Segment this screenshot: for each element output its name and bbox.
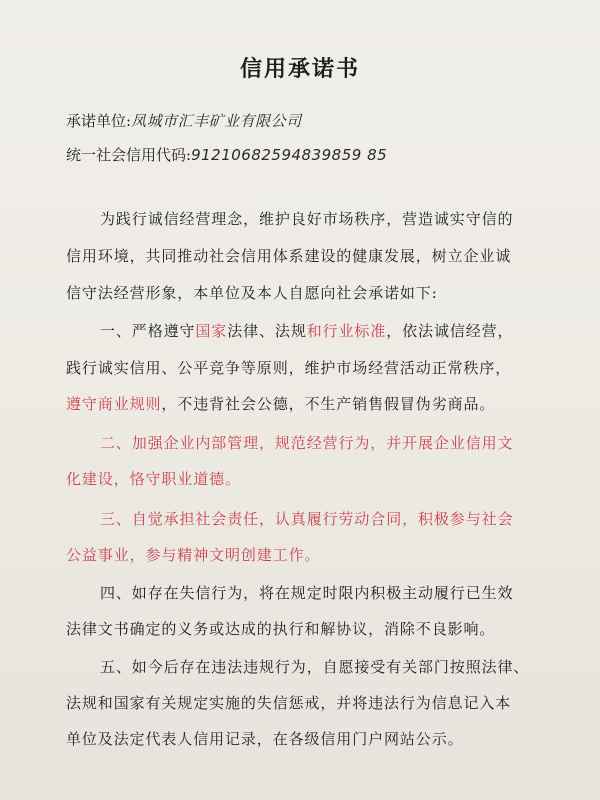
p1-highlight-rules: 遵守商业规则 — [66, 395, 162, 413]
p1-text-rest: ，不违背社会公德，不生产销售假冒伪劣商品。 — [161, 395, 496, 413]
p1-highlight-standard: 和行业标准 — [306, 322, 387, 340]
p2-line-1: 二、加强企业内部管理，规范经营行为，并开展企业信用文 — [100, 434, 514, 452]
intro-line-3: 信守法经营形象，本单位及本人自愿向社会承诺如下: — [66, 284, 438, 302]
p1-line-2: 践行诚实信用、公平竞争等原则，维护市场经营活动正常秩序， — [66, 359, 512, 377]
credit-code-label: 统一社会信用代码: — [66, 146, 192, 164]
p4-line-2: 法律文书确定的义务或达成的执行和解协议，消除不良影响。 — [66, 620, 496, 638]
p5-line-2: 法规和国家有关规定实施的失信惩戒，并将违法行为信息记入本 — [66, 694, 512, 712]
p5-line-1: 五、如今后存在违法违规行为，自愿接受有关部门按照法律、 — [100, 658, 530, 676]
unit-value-handwritten: 凤城市汇丰矿业有限公司 — [131, 112, 302, 130]
p1-line-1 — [100, 320, 513, 341]
p3-line-2: 公益事业，参与精神文明创建工作。 — [66, 546, 321, 564]
intro-line-1: 为践行诚信经营理念，维护良好市场秩序，营造诚实守信的 — [100, 210, 514, 228]
intro-line-2: 信用环境，共同推动社会信用体系建设的健康发展，树立企业诚 — [66, 247, 512, 265]
p3-line-1: 三、自觉承担社会责任，认真履行劳动合同，积极参与社会 — [100, 510, 514, 528]
p1-text-a: 一、严格遵守 — [100, 322, 196, 340]
credit-code-value-handwritten: 91210682594839859 85 — [191, 146, 388, 164]
unit-row — [66, 110, 302, 131]
p1-text-e: ，依法诚信经营， — [386, 322, 514, 340]
p1-line-3 — [66, 393, 495, 414]
credit-code-row — [66, 144, 387, 165]
p2-line-2: 化建设，恪守职业道德。 — [66, 470, 241, 488]
document-title: 信用承诺书 — [239, 56, 360, 82]
unit-label: 承诺单位: — [66, 112, 132, 130]
p1-highlight-country: 国家 — [195, 322, 228, 340]
p4-line-1: 四、如存在失信行为，将在规定时限内积极主动履行已生效 — [100, 584, 514, 602]
p1-text-c: 法律、法规 — [227, 322, 307, 340]
p5-line-3: 单位及法定代表人信用记录，在各级信用门户网站公示。 — [66, 730, 464, 748]
